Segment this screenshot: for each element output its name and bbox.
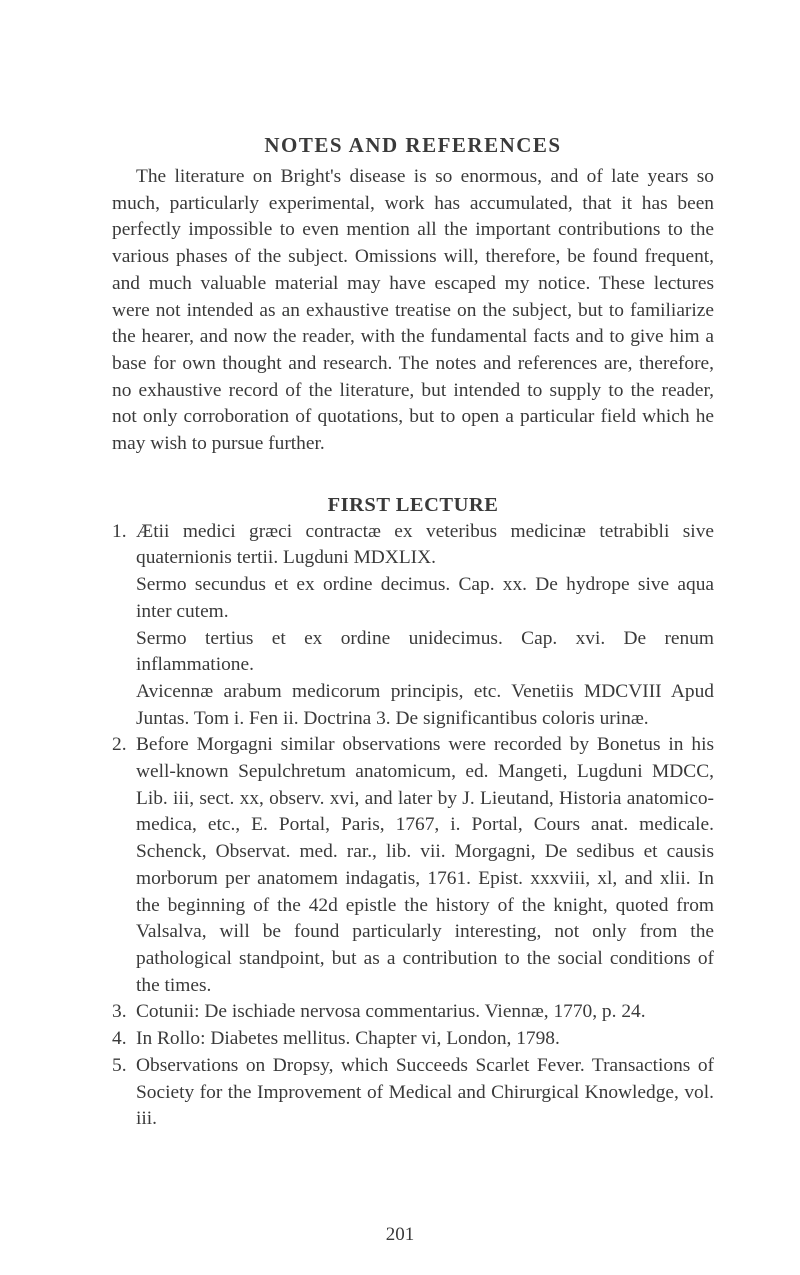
page-number: 201 — [385, 1224, 415, 1245]
reference-item-5 — [112, 1053, 714, 1133]
reference-text: Cotunii: De ischiade nervosa commentarius. Viennæ, 1770, p. 24. — [136, 1001, 646, 1023]
reference-text: Before Morgagni similar observations were recorded by Bonetus in his well-known Sepulchretum anatomicum, ed. Mangeti, Lugduni MDCC, Lib. iii, sect. xx, observ. xvi, and later by J. Lieutand, Historia anatomico-medica, etc., E. Portal, Paris, 1767, i. Portal, Cours anat. medicale. Schenck, Observat. med. rar., lib. vii. Morgagni, De sedibus et causis morborum per anatomem indagatis, 1761. Epist. xxxviii, xl, and xlii. In the beginning of the 42d epistle the history of the knight, quoted from Valsalva, will be found particularly interesting, not only from the pathological standpoint, but as a contribution to the social conditions of the times. — [136, 734, 714, 996]
page-heading: NOTES AND REFERENCES — [264, 133, 562, 157]
reference-text: Observations on Dropsy, which Succeeds Scarlet Fever. Transactions of Society for the Improvement of Medical and Chirurgical Knowledge, vol. iii. — [136, 1054, 714, 1130]
reference-text: Sermo secundus et ex ordine decimus. Cap. xx. De hydrope sive aqua inter cutem. — [136, 574, 714, 622]
reference-text: Avicennæ arabum medicorum principis, etc. Venetiis MDCVIII Apud Juntas. Tom i. Fen ii. Doctrina 3. De significantibus coloris urinæ. — [136, 680, 714, 729]
lecture-heading: FIRST LECTURE — [327, 493, 499, 516]
reference-item-2 — [112, 732, 714, 999]
document-page — [112, 132, 714, 1133]
reference-text: Sermo tertius et ex ordine unidecimus. Cap. xvi. De renum inflammatione. — [136, 627, 714, 676]
reference-number: 4. — [112, 1028, 127, 1050]
reference-number: 2. — [112, 734, 127, 756]
reference-text: In Rollo: Diabetes mellitus. Chapter vi, London, 1798. — [136, 1028, 560, 1050]
reference-text: Ætii medici græci contractæ ex veteribus medicinæ tetrabibli sive quaternionis tertii. Lugduni MDXLIX. — [136, 520, 714, 569]
intro-paragraph: The literature on Bright's disease is so enormous, and of late years so much, particularly experimental, work has accumulated, that it has been perfectly impossible to even mention all the important contributions to the various phases of the subject. Omissions will, therefore, be found frequent, and much valuable material may have escaped my notice. These lectures were not intended as an exhaustive treatise on the subject, but to familiarize the hearer, and now the reader, with the fundamental facts and to give him a base for own thought and research. The notes and references are, therefore, no exhaustive record of the literature, but intended to supply to the reader, not only corroboration of quotations, but to open a particular field which he may wish to pursue further. — [112, 166, 714, 455]
reference-item-3 — [112, 999, 714, 1026]
reference-list — [112, 519, 714, 1133]
reference-item-4 — [112, 1026, 714, 1053]
reference-item-1 — [112, 519, 714, 733]
reference-number: 1. — [112, 520, 127, 542]
reference-number: 5. — [112, 1054, 127, 1076]
reference-number: 3. — [112, 1001, 127, 1023]
